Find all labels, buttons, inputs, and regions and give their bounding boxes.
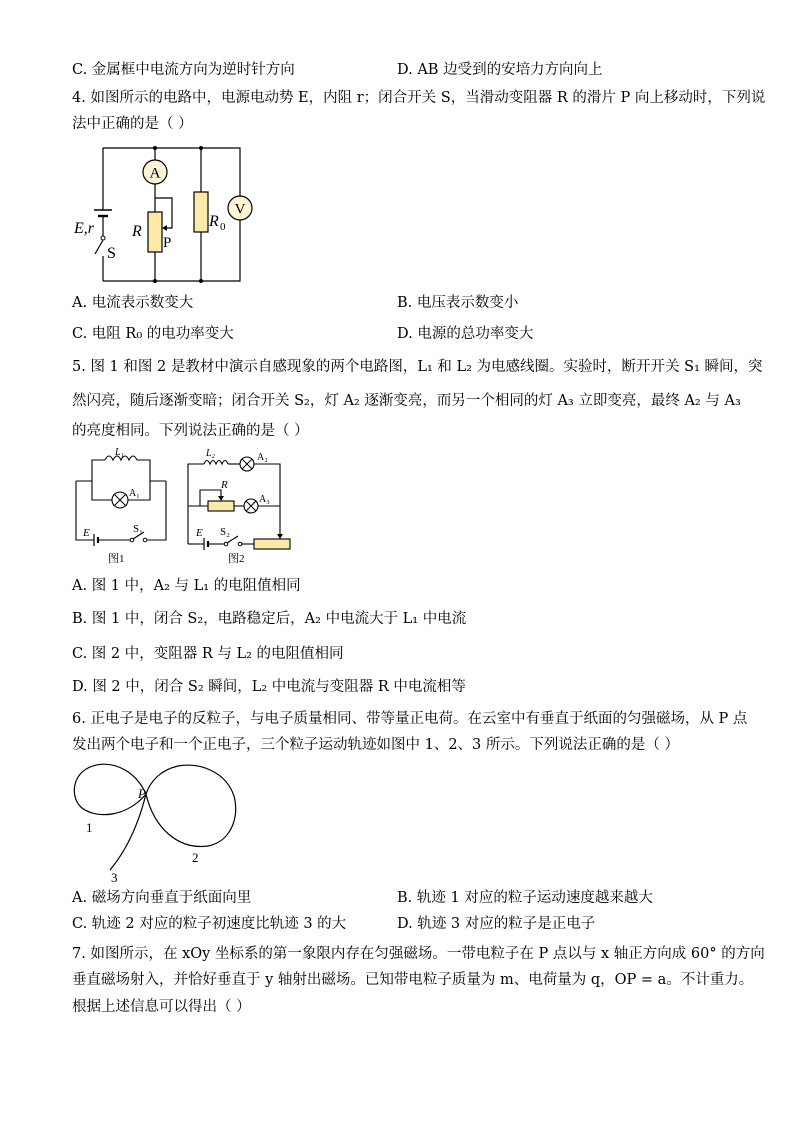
q6-label-point: P — [138, 786, 146, 801]
q4-label-resistor: R — [209, 213, 219, 230]
fig1-label-lamp: A₁ — [129, 488, 140, 499]
fig1-label-inductor: L₁ — [115, 447, 125, 458]
q7-stem-line1: 7. 如图所示，在 xOy 坐标系的第一象限内存在匀强磁场。一带电粒子在 P 点以与 x 轴正方向成 60° 的方向 — [72, 946, 765, 962]
q6-tracks-figure — [68, 758, 248, 884]
q4-option-a: A. 电流表示数变大 — [72, 295, 194, 311]
q6-option-d: D. 轨迹 3 对应的粒子是正电子 — [397, 916, 596, 932]
rheostat-icon — [148, 212, 162, 252]
fig2-label-rheostat: R — [221, 479, 228, 491]
q5-option-d: D. 图 2 中，闭合 S₂ 瞬间，L₂ 中电流与变阻器 R 中电流相等 — [72, 679, 466, 695]
q4-option-d: D. 电源的总功率变大 — [397, 326, 534, 342]
q5-stem-line3: 的亮度相同。下列说法正确的是（ ） — [72, 423, 309, 439]
q6-label-track3: 3 — [111, 870, 118, 884]
fig1-caption: 图1 — [108, 553, 125, 565]
q6-option-a: A. 磁场方向垂直于纸面向里 — [72, 890, 252, 906]
q4-label-ammeter: A — [149, 165, 161, 182]
q5-option-b: B. 图 1 中，闭合 S₂，电路稳定后，A₂ 中电流大于 L₁ 中电流 — [72, 611, 467, 627]
q3-option-c: C. 金属框中电流方向为逆时针方向 — [72, 62, 295, 78]
q3-option-d: D. AB 边受到的安培力方向向上 — [397, 62, 603, 78]
q7-stem-line2: 垂直磁场射入，并恰好垂直于 y 轴射出磁场。已知带电粒子质量为 m、电荷量为 q，OP = a。不计重力。 — [72, 972, 754, 988]
q7-stem-line3: 根据上述信息可以得出（ ） — [72, 999, 251, 1015]
resistor-icon — [194, 192, 208, 232]
fig2-rheostat-icon — [208, 501, 234, 511]
q4-label-switch: S — [107, 245, 116, 262]
q6-option-c: C. 轨迹 2 对应的粒子初速度比轨迹 3 的大 — [72, 916, 347, 932]
q4-label-rheostat: R — [132, 223, 142, 240]
q4-label-source: E,r — [74, 220, 94, 237]
q4-stem-line2: 法中正确的是（ ） — [72, 116, 193, 132]
q5-stem-line1: 5. 图 1 和图 2 是教材中演示自感现象的两个电路图，L₁ 和 L₂ 为电感线圈。实验时，断开开关 S₁ 瞬间，突 — [72, 359, 763, 375]
track-2 — [146, 765, 236, 846]
q5-option-a: A. 图 1 中，A₂ 与 L₁ 的电阻值相同 — [72, 578, 301, 594]
fig2-label-lamp3: A₃ — [259, 494, 270, 505]
fig2-label-inductor: L₂ — [206, 448, 216, 459]
q5-option-c: C. 图 2 中，变阻器 R 与 L₂ 的电阻值相同 — [72, 646, 344, 662]
q4-option-c: C. 电阻 R₀ 的电功率变大 — [72, 326, 234, 342]
q6-option-b: B. 轨迹 1 对应的粒子运动速度越来越大 — [397, 890, 653, 906]
q6-label-track1: 1 — [86, 820, 93, 835]
q4-option-b: B. 电压表示数变小 — [397, 295, 519, 311]
fig2-label-lamp2: A₂ — [257, 452, 268, 463]
q5-figure-1 — [70, 446, 175, 566]
q6-stem-line2: 发出两个电子和一个正电子，三个粒子运动轨迹如图中 1、2、3 所示。下列说法正确的是（ ） — [72, 737, 679, 753]
q6-stem-line1: 6. 正电子是电子的反粒子，与电子质量相同、带等量正电荷。在云室中有垂直于纸面的匀强磁场，从 P 点 — [72, 711, 748, 727]
fig1-label-source: E — [83, 527, 90, 539]
fig2-caption: 图2 — [228, 553, 245, 565]
fig2-label-source: E — [196, 527, 203, 539]
track-3 — [110, 794, 146, 870]
q4-label-slider: P — [163, 235, 172, 251]
q4-label-voltmeter: V — [234, 201, 246, 218]
q5-stem-line2: 然闪亮，随后逐渐变暗；闭合开关 S₂，灯 A₂ 逐渐变亮，而另一个相同的灯 A₃ 立即变亮，最终 A₂ 与 A₃ — [72, 393, 741, 409]
q4-label-resistor-sub: 0 — [220, 221, 226, 233]
q6-label-track2: 2 — [192, 850, 199, 865]
fig1-label-switch: S₁ — [133, 523, 143, 535]
q5-figure-2 — [184, 446, 296, 566]
track-1 — [74, 764, 146, 814]
fig2-label-switch: S₂ — [220, 526, 230, 538]
inductor-l2-icon — [204, 461, 228, 465]
q4-circuit-figure — [70, 140, 280, 288]
fig2-slide-rheostat-icon — [254, 539, 290, 549]
q4-stem-line1: 4. 如图所示的电路中，电源电动势 E，内阻 r；闭合开关 S，当滑动变阻器 R 的滑片 P 向上移动时，下列说 — [72, 90, 766, 106]
